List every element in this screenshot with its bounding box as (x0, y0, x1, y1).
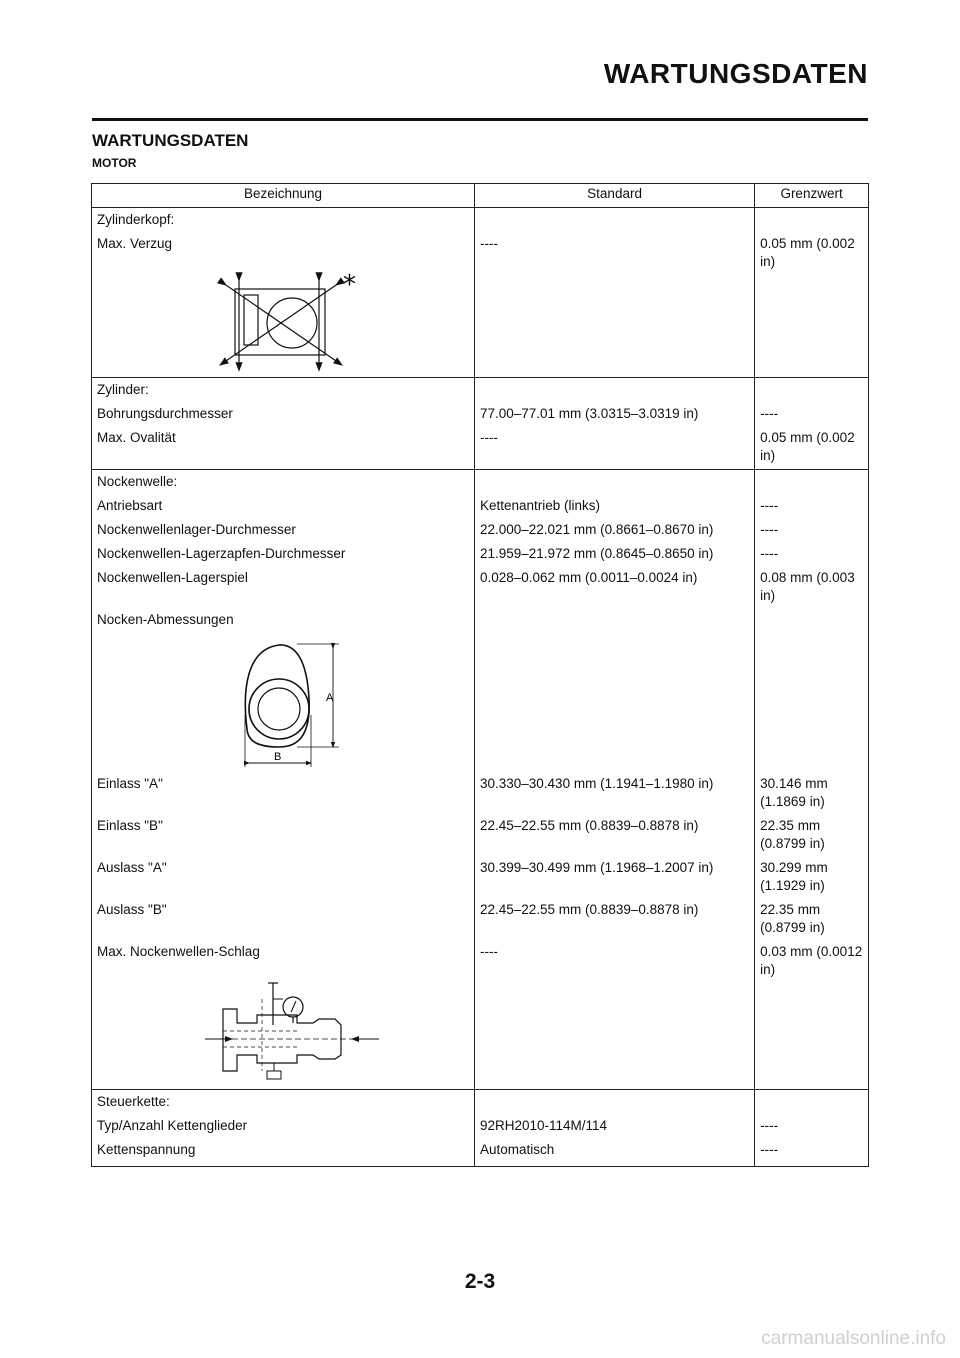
row-name: Typ/Anzahl Kettenglieder (92, 1111, 475, 1135)
table-row (92, 515, 869, 539)
row-standard: 92RH2010-114M/114 (474, 1111, 754, 1135)
row-name: Max. Ovalität (92, 423, 475, 465)
row-standard: 77.00–77.01 mm (3.0315–3.0319 in) (474, 399, 754, 423)
row-standard: 22.000–22.021 mm (0.8661–0.8670 in) (474, 515, 754, 539)
row-name: Auslass "B" (92, 895, 475, 937)
row-limit: ---- (755, 1111, 869, 1135)
table-row (92, 229, 869, 271)
row-standard: 22.45–22.55 mm (0.8839–0.8878 in) (474, 811, 754, 853)
table-row (92, 1111, 869, 1135)
group-label: Zylinderkopf: (92, 208, 475, 230)
row-limit: 22.35 mm (0.8799 in) (755, 811, 869, 853)
row-name: Kettenspannung (92, 1135, 475, 1167)
figure-row (92, 979, 869, 1090)
page-header-title: WARTUNGSDATEN (603, 58, 868, 89)
row-standard: ---- (474, 937, 754, 979)
row-standard: 0.028–0.062 mm (0.0011–0.0024 in) (474, 563, 754, 605)
table-row (92, 811, 869, 853)
row-standard: 30.399–30.499 mm (1.1968–1.2007 in) (474, 853, 754, 895)
row-limit: ---- (755, 539, 869, 563)
row-name: Max. Verzug (92, 229, 475, 271)
group-row-zylinderkopf (92, 208, 869, 230)
column-header-name: Bezeichnung (92, 184, 475, 208)
table-row (92, 491, 869, 515)
table-row (92, 423, 869, 465)
row-limit: ---- (755, 491, 869, 515)
row-name: Einlass "B" (92, 811, 475, 853)
section-title: WARTUNGSDATEN (92, 131, 249, 150)
row-standard (474, 605, 754, 629)
table-row (92, 895, 869, 937)
group-row-nockenwelle (92, 470, 869, 492)
column-header-limit: Grenzwert (755, 184, 869, 208)
figure-row (92, 271, 869, 378)
row-standard: ---- (474, 423, 754, 465)
row-standard: Automatisch (474, 1135, 754, 1167)
cylinder-head-warpage-figure (97, 271, 467, 377)
watermark: carmanualsonline.info (761, 1328, 946, 1349)
row-limit: ---- (755, 515, 869, 539)
row-name: Nockenwellen-Lagerspiel (92, 563, 475, 605)
row-limit: 30.146 mm (1.1869 in) (755, 769, 869, 811)
cam-label-b: B (274, 751, 282, 763)
row-standard: ---- (474, 229, 754, 271)
row-limit: 0.05 mm (0.002 in) (755, 229, 869, 271)
subsection-title: MOTOR (92, 156, 137, 170)
group-label: Zylinder: (92, 378, 475, 400)
row-limit: 0.05 mm (0.002 in) (755, 423, 869, 465)
figure-asterisk-label: * (343, 271, 356, 300)
header-rule (92, 118, 868, 121)
group-row-zylinder (92, 378, 869, 400)
maintenance-data-table (91, 183, 869, 1167)
row-limit: 0.08 mm (0.003 in) (755, 563, 869, 605)
table-row (92, 769, 869, 811)
table-row (92, 1135, 869, 1167)
row-standard: 22.45–22.55 mm (0.8839–0.8878 in) (474, 895, 754, 937)
figure-row (92, 629, 869, 769)
row-limit: ---- (755, 1135, 869, 1167)
cam-label-a: A (326, 692, 334, 704)
row-name: Antriebsart (92, 491, 475, 515)
row-limit: ---- (755, 399, 869, 423)
table-row (92, 853, 869, 895)
page-number: 2-3 (464, 1270, 496, 1293)
row-limit (755, 605, 869, 629)
table-row (92, 399, 869, 423)
table-row (92, 605, 869, 629)
row-name: Nocken-Abmessungen (92, 605, 475, 629)
camshaft-runout-figure (97, 979, 467, 1089)
table-row (92, 563, 869, 605)
table-row (92, 539, 869, 563)
table-header-row (92, 184, 869, 208)
row-name: Nockenwellen-Lagerzapfen-Durchmesser (92, 539, 475, 563)
row-standard: 30.330–30.430 mm (1.1941–1.1980 in) (474, 769, 754, 811)
cam-dimension-figure (97, 629, 467, 769)
column-header-standard: Standard (474, 184, 754, 208)
group-row-steuerkette (92, 1090, 869, 1112)
row-limit: 30.299 mm (1.1929 in) (755, 853, 869, 895)
row-name: Einlass "A" (92, 769, 475, 811)
row-name: Max. Nockenwellen-Schlag (92, 937, 475, 979)
row-standard: 21.959–21.972 mm (0.8645–0.8650 in) (474, 539, 754, 563)
group-label: Steuerkette: (92, 1090, 475, 1112)
row-name: Nockenwellenlager-Durchmesser (92, 515, 475, 539)
row-limit: 22.35 mm (0.8799 in) (755, 895, 869, 937)
group-label: Nockenwelle: (92, 470, 475, 492)
row-name: Auslass "A" (92, 853, 475, 895)
row-standard: Kettenantrieb (links) (474, 491, 754, 515)
row-name: Bohrungsdurchmesser (92, 399, 475, 423)
table-row (92, 937, 869, 979)
row-limit: 0.03 mm (0.0012 in) (755, 937, 869, 979)
